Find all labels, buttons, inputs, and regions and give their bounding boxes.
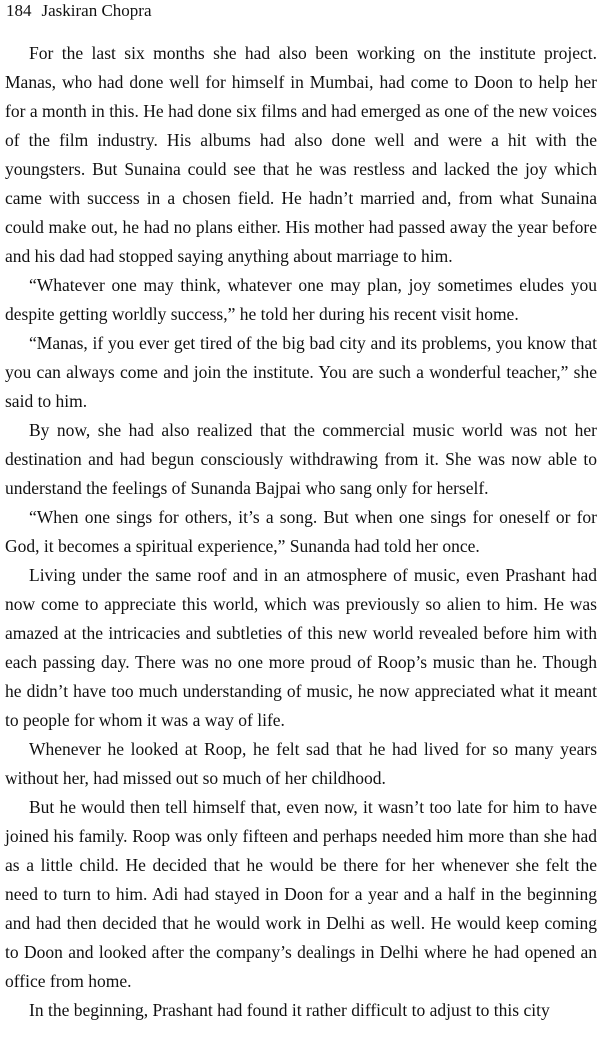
author-name: Jaskiran Chopra <box>41 1 152 20</box>
paragraph: Living under the same roof and in an atmosphere of music, even Prashant had now come to appreciate this world, which was previously so alien to him. He was amazed at the intricacies and subtleties of this new world revealed before him with each passing day. There was no one more proud of Roop’s music than he. Though he didn’t have too much understanding of music, he now appreciated what it meant to people for whom it was a way of life. <box>5 565 597 730</box>
page-number: 184 <box>6 1 32 20</box>
paragraph: For the last six months she had also been working on the institute project. Manas, who had done well for himself in Mumbai, had come to Doon to help her for a month in this. He had done six films and had emerged as one of the new voices of the film industry. His albums had also done well and were a hit with the youngsters. But Sunaina could see that he was restless and lacked the joy which came with success in a chosen field. He hadn’t married and, from what Sunaina could make out, he had no plans either. His mother had passed away the year before and his dad had stopped saying anything about marriage to him. <box>5 43 597 266</box>
body-text <box>5 39 597 1025</box>
paragraph: “Whatever one may think, whatever one may plan, joy sometimes eludes you despite getting worldly success,” he told her during his recent visit home. <box>5 275 597 324</box>
paragraph: But he would then tell himself that, even now, it wasn’t too late for him to have joined his family. Roop was only fifteen and perhaps needed him more than she had as a little child. He decided that he would be there for her whenever she felt the need to turn to him. Adi had stayed in Doon for a year and a half in the beginning and had then decided that he would work in Delhi as well. He would keep coming to Doon and looked after the company’s dealings in Delhi where he had opened an office from home. <box>5 797 597 991</box>
running-head <box>6 1 152 21</box>
paragraph: In the beginning, Prashant had found it rather difficult to adjust to this city <box>29 1000 550 1020</box>
paragraph: By now, she had also realized that the commercial music world was not her destination and had begun consciously withdrawing from it. She was now able to understand the feelings of Sunanda Bajpai who sang only for herself. <box>5 420 597 498</box>
paragraph: Whenever he looked at Roop, he felt sad that he had lived for so many years without her, had missed out so much of her childhood. <box>5 739 597 788</box>
paragraph: “When one sings for others, it’s a song. But when one sings for oneself or for God, it becomes a spiritual experience,” Sunanda had told her once. <box>5 507 597 556</box>
paragraph: “Manas, if you ever get tired of the big bad city and its problems, you know that you can always come and join the institute. You are such a wonderful teacher,” she said to him. <box>5 333 597 411</box>
